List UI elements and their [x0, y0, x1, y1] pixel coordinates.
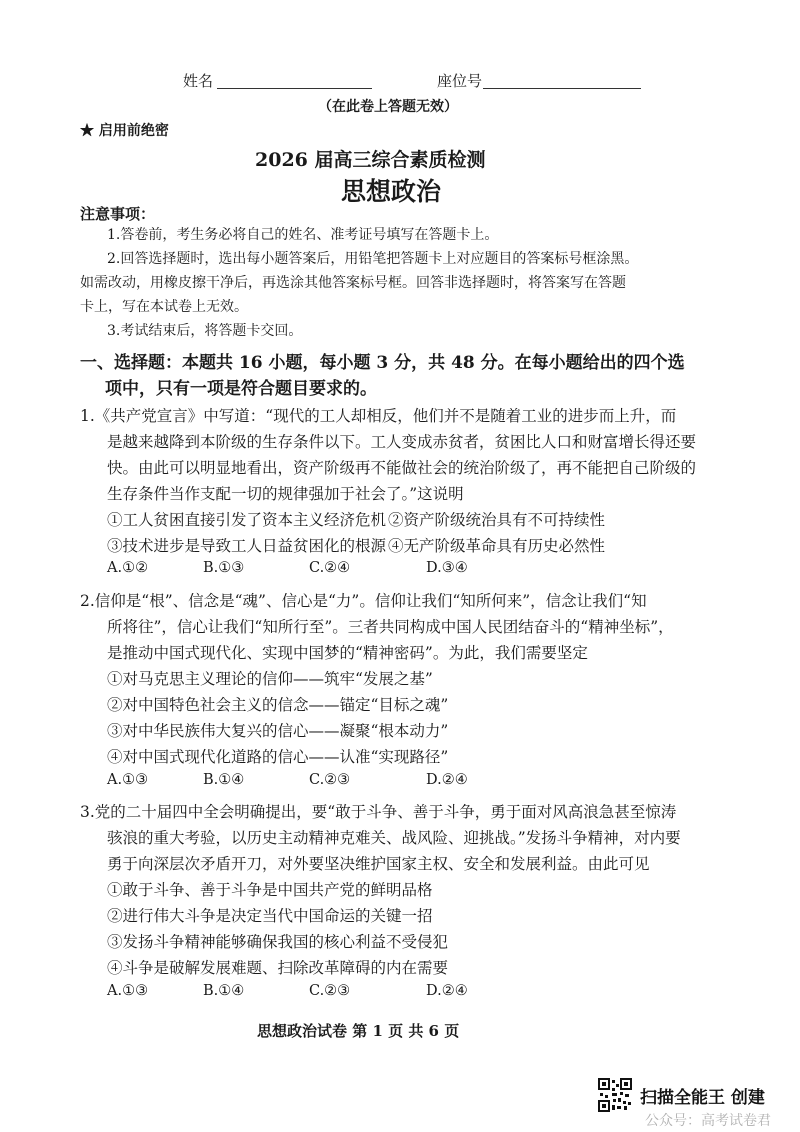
question-1-answer-a[interactable]: A.①②: [107, 560, 149, 576]
question-2-stem: 所将往”，信心让我们“知所行至”。三者共同构成中国人民团结奋斗的“精神坐标”，: [107, 618, 674, 636]
question-2-statement: ①对马克思主义理论的信仰——筑牢“发展之基”: [107, 670, 433, 688]
question-3-answer-a[interactable]: A.①③: [107, 983, 149, 999]
question-3-answer-b[interactable]: B.①④: [203, 983, 245, 999]
question-1-answer-b[interactable]: B.①③: [203, 560, 245, 576]
question-3-statement: ④斗争是破解发展难题、扫除改革障碍的内在需要: [107, 959, 449, 977]
question-2-answer-c[interactable]: C.②③: [309, 772, 351, 788]
question-1-answer-c[interactable]: C.②④: [309, 560, 351, 576]
invalid-note: （在此卷上答题无效）: [318, 99, 458, 115]
question-2-answer-a[interactable]: A.①③: [107, 772, 149, 788]
question-1-statement: ④无产阶级革命具有历史必然性: [388, 537, 606, 555]
seat-label: 座位号: [437, 72, 483, 90]
question-2-stem: 2.信仰是“根”、信念是“魂”、信心是“力”。信仰让我们“知所何来”，信念让我们“知: [80, 592, 647, 610]
question-1-statement: ③技术进步是导致工人日益贫困化的根源: [107, 537, 387, 555]
name-blank-line: [217, 88, 372, 89]
question-1-stem: 是越来越降到本阶级的生存条件以下。工人变成赤贫者，贫困比人口和财富增长得还要: [107, 433, 697, 451]
notice-line: 3.考试结束后，将答题卡交回。: [107, 323, 303, 339]
question-3-stem: 勇于向深层次矛盾开刀，对外要坚决维护国家主权、安全和发展利益。由此可见: [107, 855, 650, 873]
notice-line: 2.回答选择题时，选出每小题答案后，用铅笔把答题卡上对应题目的答案标号框涂黑。: [107, 251, 639, 267]
question-2-answer-d[interactable]: D.②④: [426, 772, 468, 788]
question-3-statement: ②进行伟大斗争是决定当代中国命运的关键一招: [107, 907, 433, 925]
section-heading-cont: 项中，只有一项是符合题目要求的。: [105, 379, 377, 399]
question-1-stem: 生存条件当作支配一切的规律强加于社会了。”这说明: [107, 485, 464, 503]
question-1-stem: 1.《共产党宣言》中写道：“现代的工人却相反，他们并不是随着工业的进步而上升，而: [80, 407, 677, 425]
secret-mark: ★ 启用前绝密: [80, 123, 169, 139]
question-3-statement: ①敢于斗争、善于斗争是中国共产党的鲜明品格: [107, 881, 433, 899]
name-label: 姓名: [183, 72, 214, 90]
scanner-watermark: 扫描全能王 创建: [640, 1088, 765, 1108]
notice-line: 1.答卷前，考生务必将自己的姓名、准考证号填写在答题卡上。: [107, 227, 499, 243]
question-3-stem: 骇浪的重大考验，以历史主动精神克难关、战风险、迎挑战。”发扬斗争精神，对内要: [107, 829, 681, 847]
question-2-statement: ④对中国式现代化道路的信心——认准“实现路径”: [107, 748, 449, 766]
question-3-statement: ③发扬斗争精神能够确保我国的核心利益不受侵犯: [107, 933, 449, 951]
question-2-stem: 是推动中国式现代化、实现中国梦的“精神密码”。为此，我们需要坚定: [107, 644, 588, 662]
question-3-answer-c[interactable]: C.②③: [309, 983, 351, 999]
subject-title: 思想政治: [341, 177, 442, 206]
question-1-statement: ②资产阶级统治具有不可持续性: [388, 511, 606, 529]
notice-line: 卡上，写在本试卷上无效。: [80, 299, 248, 315]
question-2-answer-b[interactable]: B.①④: [203, 772, 245, 788]
seat-blank-line: [483, 88, 641, 89]
notice-heading: 注意事项：: [80, 205, 156, 223]
question-1-statement: ①工人贫困直接引发了资本主义经济危机: [107, 511, 387, 529]
question-2-statement: ②对中国特色社会主义的信念——锚定“目标之魂”: [107, 696, 449, 714]
qr-code-icon: [598, 1078, 632, 1112]
question-3-stem: 3.党的二十届四中全会明确提出，要“敢于斗争、善于斗争，勇于面对风高浪急甚至惊涛: [80, 803, 677, 821]
question-1-stem: 快。由此可以明显地看出，资产阶级再不能做社会的统治阶级了，再不能把自己阶级的: [107, 459, 697, 477]
question-3-answer-d[interactable]: D.②④: [426, 983, 468, 999]
page-footer: 思想政治试卷 第 1 页 共 6 页: [257, 1022, 460, 1040]
question-2-statement: ③对中华民族伟大复兴的信心——凝聚“根本动力”: [107, 722, 449, 740]
exam-title: 2026 届高三综合素质检测: [255, 149, 486, 171]
notice-line: 如需改动，用橡皮擦干净后，再选涂其他答案标号框。回答非选择题时，将答案写在答题: [80, 275, 626, 291]
section-heading: 一、选择题：本题共 16 小题，每小题 3 分，共 48 分。在每小题给出的四个选: [80, 353, 685, 373]
question-1-answer-d[interactable]: D.③④: [426, 560, 468, 576]
wechat-watermark: 公众号：高考试卷君: [645, 1113, 771, 1129]
